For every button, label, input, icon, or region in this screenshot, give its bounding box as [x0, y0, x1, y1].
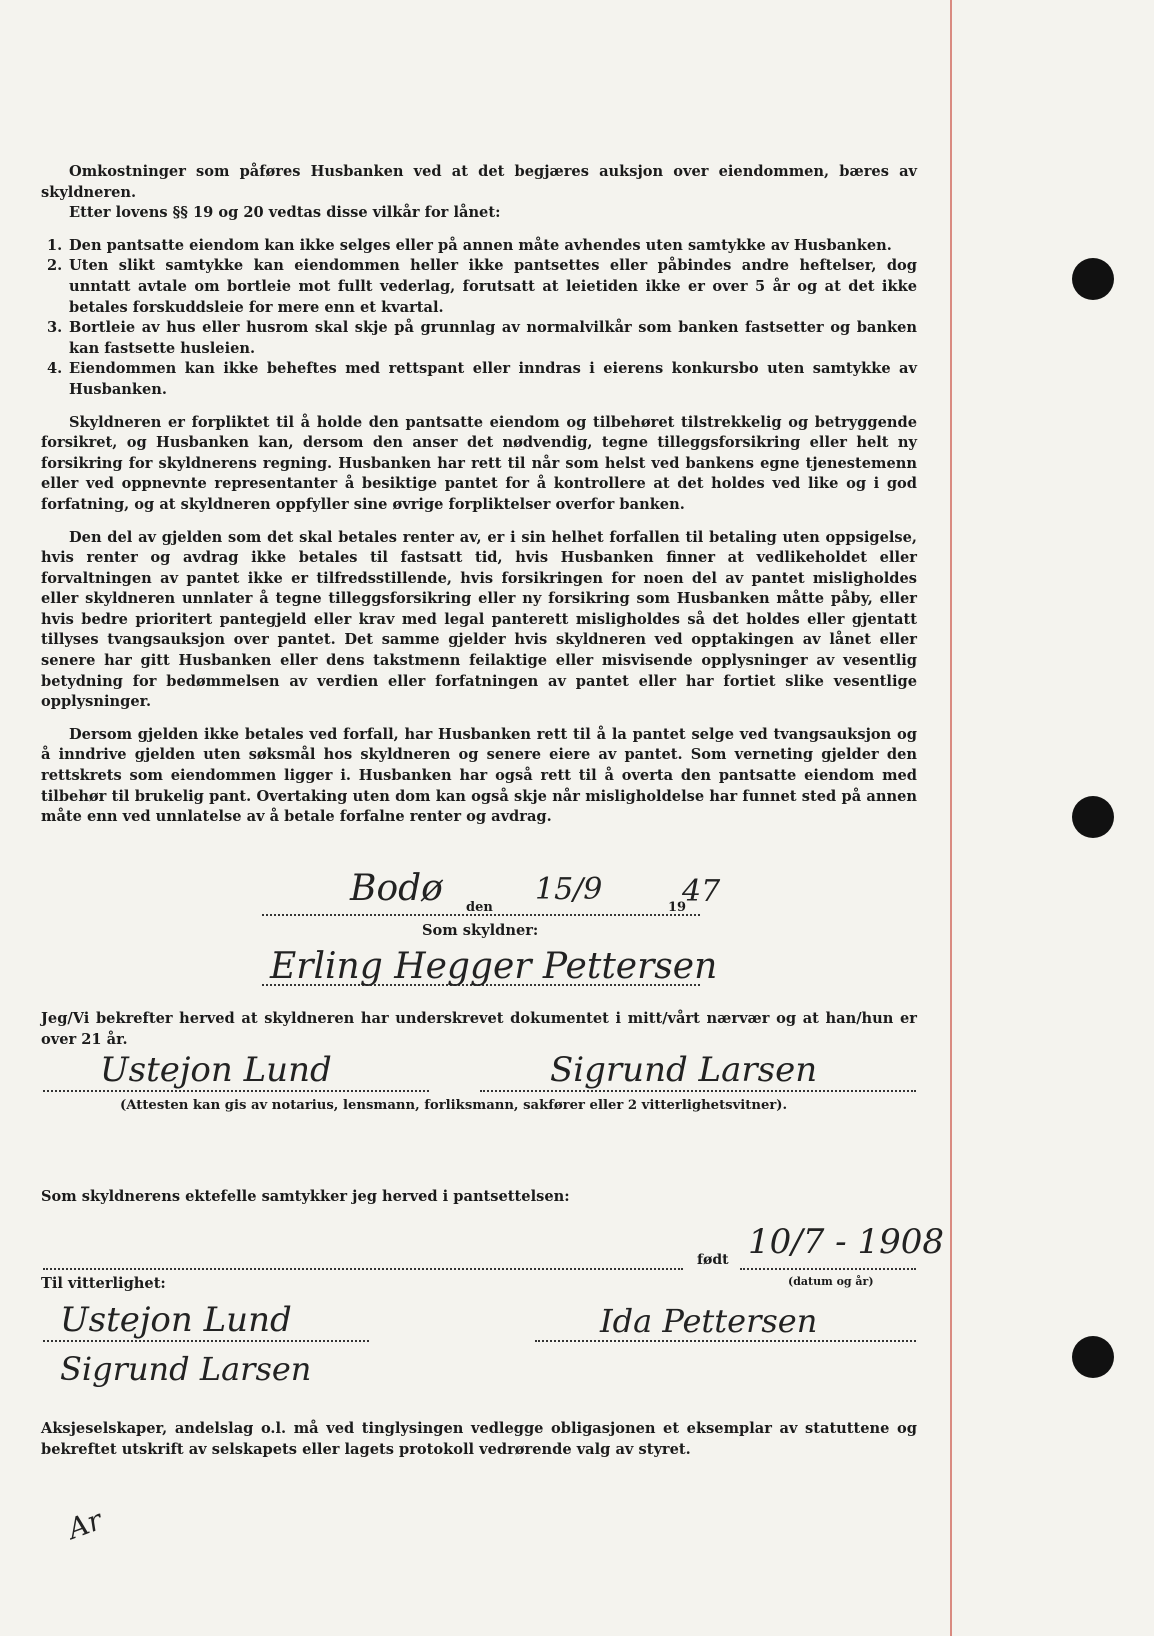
born-date-line [740, 1266, 916, 1270]
terms-text [41, 162, 917, 828]
attest-signature-2: Sigrund Larsen [60, 1350, 312, 1388]
spouse-signature: Ida Pettersen [600, 1302, 818, 1340]
attest-signature-1: Ustejon Lund [60, 1300, 292, 1340]
punch-hole [1072, 1336, 1114, 1378]
spouse-statement: Som skyldnerens ektefelle samtykker jeg herved i pantsettelsen: [41, 1188, 570, 1205]
condition-item: 4. Eiendommen kan ikke beheftes med rettspant eller inndras i eierens konkursbo uten samtykke av Husbanken. [47, 360, 917, 398]
born-label: født [697, 1252, 729, 1268]
costs-paragraph: Omkostninger som påføres Husbanken ved at det begjæres auksjon over eiendommen, bæres av skyldneren. [41, 163, 917, 201]
year-handwritten: 47 [682, 874, 721, 909]
spouse-name-line [43, 1266, 683, 1270]
witness-statement: Jeg/Vi bekrefter herved at skyldneren har underskrevet dokumentet i mitt/vårt nærvær og at han/hun er over 21 år. [41, 1010, 917, 1048]
conditions-intro: Etter lovens §§ 19 og 20 vedtas disse vilkår for lånet: [69, 204, 501, 222]
default-paragraph: Den del av gjelden som det skal betales renter av, er i sin helhet forfallen til betaling uten oppsigelse, hvis renter og avdrag ikke betales til fastsatt tid, hvis Husbanken finner at vedlikeholdet eller forvaltningen av pantet ikke er tilfredsstillende, hvis forsikringen for noen del av pantet misligholdes eller skyldneren unnlater å tegne tilleggsforsikring eller ny forsikring som Husbanken måtte påby, eller hvis bedre prioritert pantegjeld eller krav med legal panterett misligholdes så det holdes eller gjentatt tillyses tvangsauksjon over pantet. Det samme gjelder hvis skyldneren ved opptakingen av lånet eller senere har gitt Husbanken eller dens takstmenn feilaktige eller misvisende opplysninger av vesentlig betydning for bedømmelsen av verdien eller forfatningen av pantet eller har fortiet slike vesentlige opplysninger. [41, 528, 917, 711]
condition-item: 3. Bortleie av hus eller husrom skal skje på grunnlag av normalvilkår som banken fastsetter og banken kan fastsette husleien. [47, 319, 917, 357]
date-handwritten: 15/9 [535, 872, 603, 907]
born-date-handwritten: 10/7 - 1908 [748, 1222, 944, 1262]
den-label: den [466, 900, 493, 915]
punch-hole [1072, 258, 1114, 300]
punch-hole [1072, 796, 1114, 838]
initials-handwritten: Ar [63, 1503, 107, 1546]
attestation-note: (Attesten kan gis av notarius, lensmann, forliksmann, sakfører eller 2 vitterlighetsvitner). [120, 1098, 788, 1113]
conditions-list [41, 236, 917, 401]
place-handwritten: Bodø [350, 868, 443, 909]
debtor-signature: Erling Hegger Pettersen [270, 946, 718, 987]
witness-signature-2: Sigrund Larsen [550, 1050, 818, 1090]
debtor-label: Som skyldner: [422, 922, 539, 939]
year-prefix: 19 [668, 900, 687, 915]
condition-item: 2. Uten slikt samtykke kan eiendommen heller ikke pantsettes eller påbindes andre heftelser, dog unntatt avtale om bortleie mot fullt vederlag, forutsatt at leietiden ikke er over 5 år og at det ikke betales forskuddsleie for mere enn et kvartal. [47, 257, 917, 316]
witness-label: Til vitterlighet: [41, 1275, 166, 1292]
witness-signature-1: Ustejon Lund [100, 1050, 332, 1090]
enforcement-paragraph: Dersom gjelden ikke betales ved forfall, har Husbanken rett til å la pantet selge ved tvangsauksjon og å inndrive gjelden uten søksmål hos skyldneren og senere eiere av pantet. Som verneting gjelder den rettskrets som eiendommen ligger i. Husbanken har også rett til å overta den pantsatte eiendom med tilbehør til brukelig pant. Overtaking uten dom kan også skje når misligholdelse har funnet sted på annen måte enn ved unnlatelse av å betale forfalne renter og avdrag. [41, 725, 917, 826]
date-hint: (datum og år) [788, 1275, 874, 1288]
condition-item: 1. Den pantsatte eiendom kan ikke selges eller på annen måte avhendes uten samtykke av Husbanken. [47, 236, 892, 254]
company-note: Aksjeselskaper, andelslag o.l. må ved tinglysingen vedlegge obligasjonen et eksemplar av statuttene og bekreftet utskrift av selskapets eller lagets protokoll vedrørende valg av styret. [41, 1420, 917, 1458]
insurance-paragraph: Skyldneren er forpliktet til å holde den pantsatte eiendom og tilbehøret tilstrekkelig og betryggende forsikret, og Husbanken kan, dersom den anser det nødvendig, tegne tilleggsforsikring eller helt ny forsikring for skyldnerens regning. Husbanken har rett til når som helst ved bankens egne tjenestemenn eller ved oppnevnte representanter å besiktige pantet for å kontrollere at det holdes ved like og i god forfatning, og at skyldneren oppfyller sine øvrige forpliktelser overfor banken. [41, 413, 917, 513]
margin-rule [950, 0, 952, 1636]
